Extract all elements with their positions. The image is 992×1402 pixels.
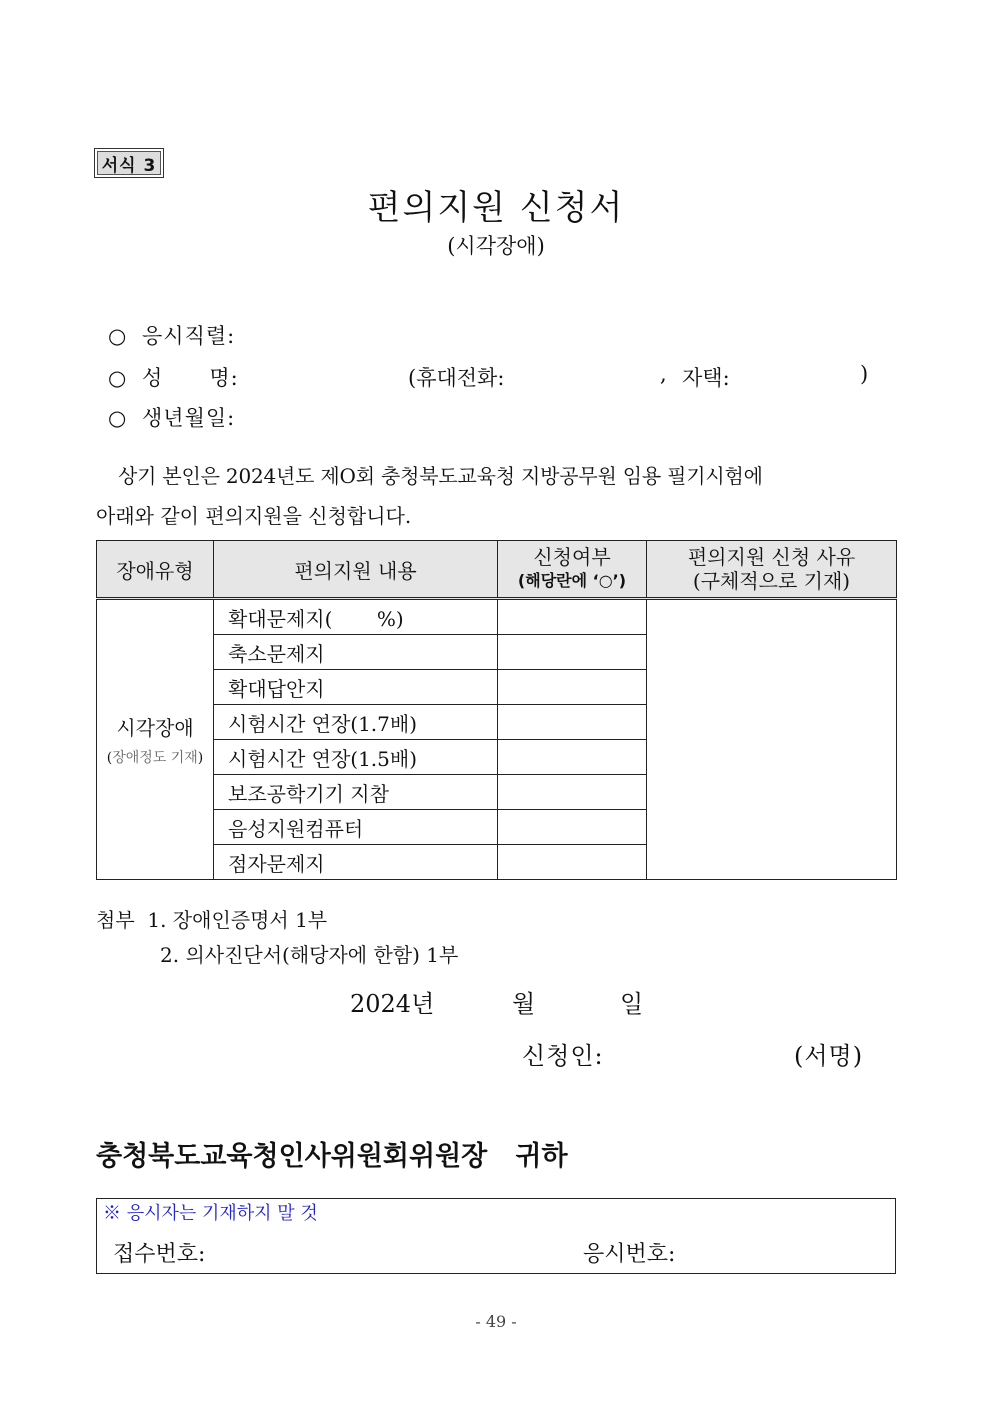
field-label: 응시직렬: (142, 324, 236, 348)
signature-placeholder: (서명) (794, 1042, 864, 1070)
apply-check-cell[interactable] (498, 670, 647, 705)
paren-open: ( (106, 750, 113, 766)
item-voice-computer: 음성지원컴퓨터 (214, 810, 498, 845)
apply-check-cell[interactable] (498, 635, 647, 670)
reason-cell[interactable] (647, 599, 897, 880)
form-number-tag (94, 148, 164, 178)
header-disability-type: 장애유형 (97, 541, 214, 599)
item-enlarged-answer-sheet: 확대답안지 (214, 670, 498, 705)
table-row (97, 599, 897, 635)
addressee: 충청북도교육청인사위원회위원장 귀하 (96, 1141, 568, 1172)
attachment-item: 2. 의사진단서(해당자에 한함) 1부 (160, 943, 459, 967)
category-cell (97, 599, 214, 880)
item-time-extension-1-5: 시험시간 연장(1.5배) (214, 740, 498, 775)
support-application-table (96, 540, 897, 880)
header-apply-line2: (해당란에 ‘○’) (517, 571, 627, 590)
office-use-note: ※ 응시자는 기재하지 말 것 (103, 1203, 318, 1224)
date-year: 2024년 (350, 990, 435, 1018)
header-apply-check (498, 541, 647, 599)
header-reason (647, 541, 897, 599)
category-note-text: 장애정도 기재 (112, 750, 198, 766)
comma: , (660, 362, 667, 386)
item-time-extension-1-7: 시험시간 연장(1.7배) (214, 705, 498, 740)
apply-check-cell[interactable] (498, 775, 647, 810)
intro-line-2: 아래와 같이 편의지원을 신청합니다. (96, 504, 412, 528)
item-enlarged-paper: 확대문제지( %) (214, 599, 498, 635)
receipt-number-label: 접수번호: (113, 1242, 206, 1267)
home-phone-label: 자택: (682, 366, 730, 390)
apply-check-cell[interactable] (498, 740, 647, 775)
header-support-content: 편의지원 내용 (214, 541, 498, 599)
intro-line-1: 상기 본인은 2024년도 제O회 충청북도교육청 지방공무원 임용 필기시험에 (118, 464, 763, 488)
apply-check-cell[interactable] (498, 599, 647, 635)
field-name (108, 362, 888, 392)
apply-check-cell[interactable] (498, 845, 647, 880)
field-label: 성 명: (142, 366, 239, 390)
field-exam-series (108, 320, 235, 350)
exam-number-label: 응시번호: (583, 1242, 676, 1267)
attachments-label: 첨부 (96, 908, 135, 932)
paren-close: ) (197, 750, 204, 766)
bullet-circle: ○ (108, 406, 127, 430)
header-reason-line1: 편의지원 신청 사유 (687, 545, 856, 569)
close-paren: ) (860, 362, 869, 386)
date-day: 일 (620, 990, 644, 1018)
attachment-item: 1. 장애인증명서 1부 (147, 908, 328, 932)
category-label: 시각장애 (116, 716, 194, 740)
bullet-circle: ○ (108, 324, 127, 348)
header-apply-line1: 신청여부 (533, 545, 611, 569)
attachment-row-1 (96, 903, 458, 938)
field-label: 생년월일: (142, 406, 236, 430)
apply-check-cell[interactable] (498, 705, 647, 740)
mobile-phone-label: (휴대전화: (408, 366, 505, 390)
attachment-row-2 (96, 938, 458, 973)
item-reduced-paper: 축소문제지 (214, 635, 498, 670)
attachments (96, 903, 458, 973)
item-assistive-device: 보조공학기기 지참 (214, 775, 498, 810)
document-subtitle: (시각장애) (447, 234, 545, 258)
office-use-box (96, 1198, 896, 1274)
form-number-label: 서식 3 (97, 151, 161, 175)
field-birthdate (108, 402, 235, 432)
page-number: - 49 - (475, 1312, 517, 1331)
document-title: 편의지원 신청서 (367, 188, 625, 228)
applicant-label: 신청인: (522, 1042, 604, 1070)
intro-paragraph (96, 456, 896, 536)
table-header-row (97, 541, 897, 599)
apply-check-cell[interactable] (498, 810, 647, 845)
date-month: 월 (512, 990, 536, 1018)
category-note (97, 747, 213, 767)
bullet-circle: ○ (108, 366, 127, 390)
item-braille-paper: 점자문제지 (214, 845, 498, 880)
header-reason-line2: (구체적으로 기재) (692, 569, 851, 593)
